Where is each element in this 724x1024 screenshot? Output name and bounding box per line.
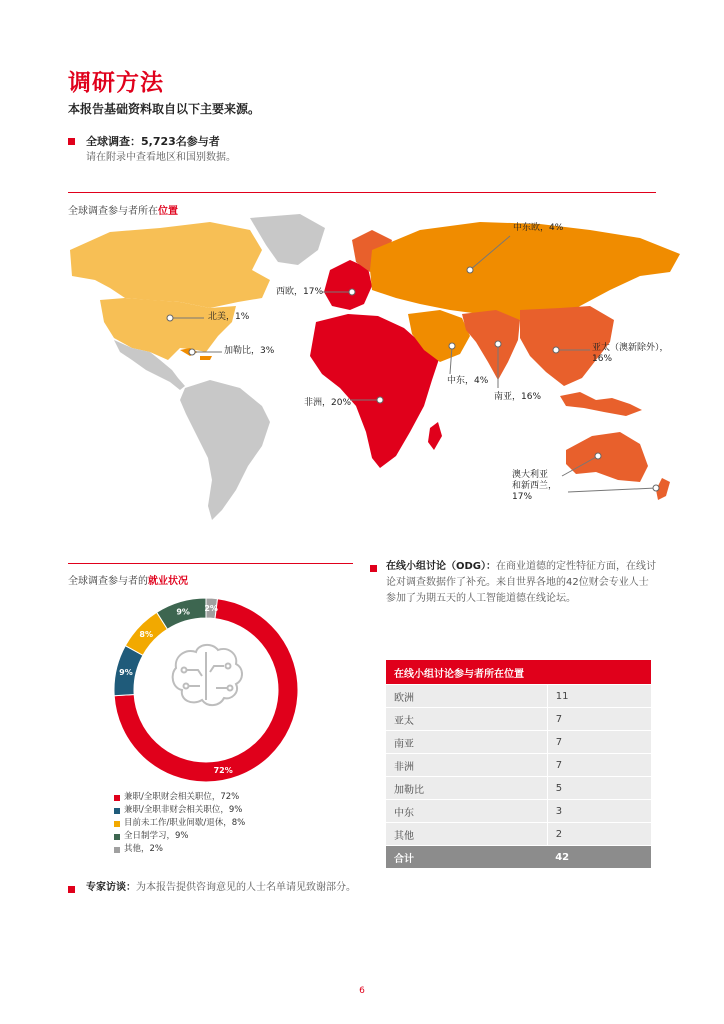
label-western-europe: 西欧，17% (276, 287, 324, 297)
survey-label: 全球调查：5,723名参与者 (86, 135, 220, 148)
label-anz: 澳大利亚 和新西兰， 17% (512, 470, 558, 502)
odg-description: 在线小组讨论（ODG）：在商业道德的定性特征方面，在线讨论对调查数据作了补充。来自世界各地的42位财会专业人士参加了为期五天的人工智能道德在线论坛。 (386, 561, 657, 604)
legend-item: 兼职/全职非财会相关职位，9% (114, 804, 245, 817)
donut-data-label: 72% (213, 766, 233, 776)
map-south-america (180, 380, 270, 520)
page-title: 调研方法 (68, 70, 164, 96)
label-asia-pacific: 亚太（澳新除外）， 16% (592, 343, 669, 364)
map-russia (370, 222, 680, 322)
divider (68, 192, 656, 193)
odg-table (386, 660, 651, 869)
label-africa: 非洲，20% (304, 398, 352, 408)
legend-item: 目前未工作/职业间歇/退休，8% (114, 817, 245, 830)
legend-item: 兼职/全职财会相关职位，72% (114, 791, 245, 804)
table-row: 南亚 7 (386, 731, 651, 754)
survey-note: 请在附录中查看地区和国别数据。 (86, 152, 236, 163)
employment-donut-chart (112, 596, 300, 784)
legend-item: 其他，2% (114, 843, 245, 856)
label-south-asia: 南亚，16% (494, 392, 542, 402)
brain-icon (173, 645, 242, 705)
donut-data-label: 8% (139, 629, 154, 639)
donut-data-label: 9% (176, 607, 190, 617)
table-row: 加勒比 5 (386, 777, 651, 800)
bullet-marker (68, 886, 75, 893)
label-middle-east: 中东，4% (447, 376, 489, 386)
map-canada (70, 222, 270, 308)
divider (68, 563, 353, 564)
table-row: 中东 3 (386, 800, 651, 823)
world-map (0, 210, 724, 540)
table-row: 亚太 7 (386, 708, 651, 731)
map-madagascar (428, 422, 442, 450)
bullet-marker (370, 565, 377, 572)
table-row: 其他 2 (386, 823, 651, 846)
table-total-row: 合计 42 (386, 846, 651, 869)
bullet-marker (68, 138, 75, 145)
chart-legend (114, 791, 245, 856)
map-greenland (250, 214, 325, 265)
map-south-asia (462, 310, 520, 380)
legend-item: 全日制学习，9% (114, 830, 245, 843)
donut-data-label: 9% (119, 668, 133, 678)
table-row: 欧洲 11 (386, 685, 651, 708)
map-indonesia (560, 392, 642, 416)
label-north-america: 北美，1% (208, 312, 250, 322)
odg-table-wrap (386, 660, 651, 869)
page-number: 6 (359, 986, 365, 996)
donut-data-label: 2% (204, 604, 218, 614)
odg-table-title: 在线小组讨论参与者所在位置 (386, 660, 651, 685)
label-caribbean: 加勒比，3% (224, 346, 275, 356)
map-heading: 全球调查参与者所在位置 (68, 206, 178, 217)
experts-description: 专家访谈：为本报告提供咨询意见的人士名单请见致谢部分。 (86, 882, 356, 893)
map-australia (566, 432, 648, 482)
table-row: 非洲 7 (386, 754, 651, 777)
employment-heading: 全球调查参与者的就业状况 (68, 576, 188, 587)
page-subtitle: 本报告基础资料取自以下主要来源。 (68, 102, 261, 116)
label-mideast-europe: 中东欧，4% (513, 223, 564, 233)
